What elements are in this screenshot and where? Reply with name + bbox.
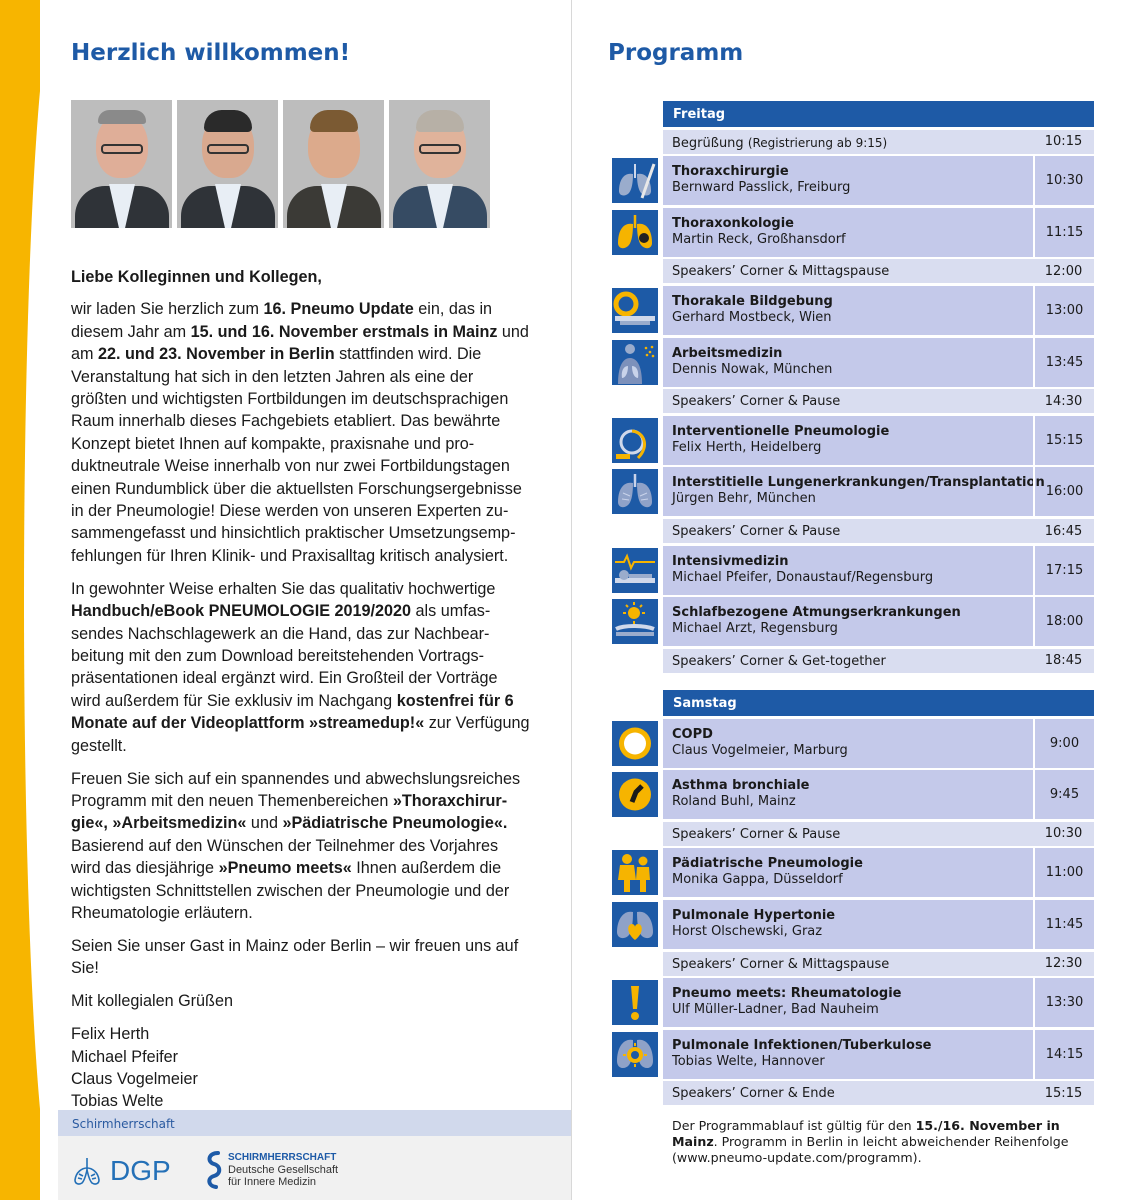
- session-time: 16:45: [1044, 523, 1083, 539]
- session-time: 14:30: [1044, 393, 1083, 409]
- page-divider: [571, 0, 572, 1200]
- session-text: [672, 394, 840, 410]
- heart-lungs-icon: [612, 902, 658, 947]
- schedule-row: [663, 338, 1094, 387]
- session-time: 9:00: [1033, 719, 1094, 768]
- signature: Felix Herth: [71, 1025, 150, 1044]
- session-text: [672, 957, 889, 973]
- session-title: Speakers’ Corner & Get-together: [672, 653, 886, 669]
- session-speaker: Martin Reck, Großhansdorf: [672, 231, 846, 247]
- session-text: [672, 778, 809, 810]
- schedule-row: [663, 649, 1094, 673]
- welcome-title: Herzlich willkommen!: [71, 40, 351, 66]
- dgp-lungs-icon: [70, 1154, 104, 1188]
- bronchoscope-icon: [612, 418, 658, 463]
- session-speaker: Michael Arzt, Regensburg: [672, 621, 838, 637]
- session-title: Speakers’ Corner & Pause: [672, 524, 841, 539]
- dgim-snake-icon: [204, 1150, 224, 1190]
- session-time: 13:00: [1033, 286, 1094, 335]
- letter-paragraph-2: In gewohnter Weise erhalten Sie das qualitativ hochwertige Handbuch/eBook PNEUMOLOGIE 2019/2020 als umfassendes Nachschlagewerk an die Hand, das zur Nachbearbeitung mit den zum Download bereitstehenden Vortragspräsentationen ideal ergänzt wird. Ein Großteil der Vorträge wird außerdem für Sie exklusiv im Nachgang kostenfrei für 6 Monate auf der Videoplattform »streamedup!« zur Verfügung gestellt.: [71, 579, 530, 755]
- session-time: 11:00: [1033, 848, 1094, 897]
- day-header: Samstag: [663, 690, 1094, 716]
- session-title: Arbeitsmedizin: [672, 345, 783, 361]
- schedule-row: [663, 597, 1094, 646]
- session-time: 12:00: [1044, 263, 1083, 279]
- session-title: Interstitielle Lungenerkrankungen/Transplantation: [672, 475, 1045, 491]
- dgim-logo: [204, 1150, 338, 1190]
- signature: Michael Pfeifer: [71, 1047, 179, 1066]
- day-header: Freitag: [663, 101, 1094, 127]
- session-text: [672, 654, 886, 670]
- letter-greeting: Liebe Kolleginnen und Kollegen,: [71, 268, 322, 286]
- dgim-line-2: für Innere Medizin: [228, 1176, 317, 1188]
- session-text: [672, 524, 840, 540]
- session-time: 11:45: [1033, 900, 1094, 949]
- session-title: Thoraxchirurgie: [672, 164, 789, 180]
- schedule-row: [663, 978, 1094, 1027]
- session-speaker: Roland Buhl, Mainz: [672, 794, 796, 810]
- session-speaker: Horst Olschewski, Graz: [672, 924, 823, 939]
- session-time: 14:15: [1033, 1030, 1094, 1079]
- session-speaker: Tobias Welte, Hannover: [672, 1053, 825, 1069]
- session-speaker: Gerhard Mostbeck, Wien: [672, 310, 832, 325]
- schedule-row: [663, 848, 1094, 897]
- session-note: (Registrierung ab 9:15): [747, 135, 888, 150]
- schedule-row: [663, 900, 1094, 949]
- session-time: 9:45: [1033, 770, 1094, 819]
- session-title: Thoraxonkologie: [672, 215, 795, 231]
- session-title: Thorakale Bildgebung: [672, 294, 833, 309]
- session-time: 18:00: [1033, 597, 1094, 646]
- session-title: Speakers’ Corner & Pause: [672, 826, 841, 842]
- patronage-label: Schirmherrschaft: [72, 1117, 175, 1131]
- speaker-photos: [71, 100, 490, 228]
- session-time: 12:30: [1044, 956, 1083, 972]
- dgp-logo-text: DGP: [110, 1155, 171, 1186]
- session-time: 13:45: [1033, 338, 1094, 387]
- session-text: [672, 346, 832, 378]
- session-time: 10:30: [1033, 156, 1094, 205]
- session-time: 10:30: [1044, 826, 1083, 842]
- asthma-icon: [612, 772, 658, 817]
- session-text: [672, 986, 901, 1018]
- lungs-tumor-icon: [612, 210, 658, 255]
- dgim-line-1: Deutsche Gesellschaft: [228, 1164, 339, 1176]
- lungs-surgery-icon: [612, 158, 658, 203]
- session-text: [672, 908, 835, 940]
- session-title: Asthma bronchiale: [672, 778, 810, 794]
- session-speaker: Michael Pfeifer, Donaustauf/Regensburg: [672, 569, 934, 585]
- session-time: 10:15: [1044, 134, 1083, 150]
- session-speaker: Claus Vogelmeier, Marburg: [672, 742, 848, 758]
- session-time: 11:15: [1033, 208, 1094, 257]
- ct-scanner-icon: [612, 288, 658, 333]
- session-title: Speakers’ Corner & Ende: [672, 1086, 835, 1102]
- schedule-row: [663, 286, 1094, 335]
- infection-icon: [612, 1032, 658, 1077]
- welcome-letter: [71, 266, 531, 1113]
- dgim-title: SCHIRMHERRSCHAFT: [228, 1152, 337, 1163]
- session-time: 16:00: [1033, 467, 1094, 516]
- letter-closing: Mit kollegialen Grüßen: [71, 992, 233, 1011]
- children-icon: [612, 850, 658, 895]
- session-text: [672, 605, 961, 637]
- session-time: 18:45: [1044, 653, 1083, 669]
- schedule-row: [663, 546, 1094, 595]
- session-speaker: Monika Gappa, Düsseldorf: [672, 872, 843, 888]
- session-text: [672, 827, 840, 843]
- schedule-row: [663, 156, 1094, 205]
- schedule-row: [663, 519, 1094, 543]
- session-title: Speakers’ Corner & Pause: [672, 394, 841, 410]
- schedule-row: [663, 952, 1094, 976]
- session-title: Intensivmedizin: [672, 553, 789, 569]
- lungs-icon: [612, 469, 658, 514]
- session-speaker: Ulf Müller-Ladner, Bad Nauheim: [672, 1002, 879, 1018]
- letter-paragraph-3: Freuen Sie sich auf ein spannendes und abwechslungsreiches Programm mit den neuen Themenbereichen »Thoraxchirurgie«, »Arbeitsmedizin« und »Pädiatrische Pneumologie«. Basierend auf den Wünschen der Teilnehmer des Vorjahres wird das diesjährige »Pneumo meets« Ihnen außerdem die wichtigsten Schnittstellen zwischen der Pneumologie und der Rheumatologie erläutern.: [71, 769, 521, 922]
- session-text: [672, 1038, 932, 1070]
- letter-paragraph-4: Seien Sie unser Gast in Mainz oder Berlin – wir freuen uns auf Sie!: [71, 936, 519, 978]
- session-time: 13:30: [1033, 978, 1094, 1027]
- session-text: [672, 135, 887, 152]
- program-title: Programm: [608, 40, 744, 66]
- schedule-row: [663, 770, 1094, 819]
- schedule-row: [663, 467, 1094, 516]
- schedule-row: [663, 259, 1094, 283]
- session-title: Schlafbezogene Atmungserkrankungen: [672, 605, 961, 621]
- session-text: [672, 475, 1045, 507]
- session-text: [672, 164, 850, 196]
- schedule-row: [663, 208, 1094, 257]
- session-text: [672, 424, 889, 456]
- schedule-row: [663, 416, 1094, 465]
- signature: Tobias Welte: [71, 1092, 164, 1111]
- session-title: COPD: [672, 726, 713, 742]
- session-title: Speakers’ Corner & Mittagspause: [672, 264, 890, 280]
- schedule-row: [663, 719, 1094, 768]
- intensive-care-icon: [612, 548, 658, 593]
- schedule-row: [663, 130, 1094, 154]
- session-speaker: Felix Herth, Heidelberg: [672, 439, 822, 455]
- schedule-row: [663, 389, 1094, 413]
- dgp-logo: [70, 1154, 171, 1188]
- exclamation-icon: [612, 980, 658, 1025]
- session-text: [672, 216, 846, 248]
- schedule-row: [663, 1030, 1094, 1079]
- session-text: [672, 727, 848, 759]
- session-text: [672, 554, 933, 586]
- program-footnote: Der Programmablauf ist gültig für den 15./16. November in Mainz. Programm in Berlin in leicht abweichender Reihenfolge (www.pneumo-update.com/programm).: [672, 1118, 1069, 1165]
- session-title: Speakers’ Corner & Mittagspause: [672, 956, 890, 972]
- schedule-row: [663, 1081, 1094, 1105]
- session-time: 15:15: [1033, 416, 1094, 465]
- session-text: [672, 856, 863, 888]
- session-time: 17:15: [1033, 546, 1094, 595]
- session-title: Interventionelle Pneumologie: [672, 423, 890, 439]
- speaker-photo: [177, 100, 278, 228]
- session-title: Pneumo meets: Rheumatologie: [672, 986, 902, 1002]
- letter-paragraph-1: wir laden Sie herzlich zum 16. Pneumo Update ein, das in diesem Jahr am 15. und 16. November erstmals in Mainz und am 22. und 23. November in Berlin stattfinden wird. Die Veranstaltung hat sich in den letzten Jahren als eine der größten und wichtigsten Fortbildungen im deutschsprachigen Raum innerhalb dieses Fachgebiets etabliert. Das bewährte Konzept bietet Ihnen auf kompakte, praxisnahe und produktneutrale Weise innerhalb von nur zwei Fortbildungstagen einen Rundumblick über die aktuellsten Forschungsergebnisse in der Pneumologie! Diese werden von unseren Experten zusammengefasst und hinsichtlich praktischer Umsetzungsempfehlungen für Ihren Klinik- und Praxisalltag kritisch analysiert.: [71, 300, 529, 565]
- schedule-row: [663, 822, 1094, 846]
- session-speaker: Bernward Passlick, Freiburg: [672, 180, 851, 196]
- speaker-photo: [71, 100, 172, 228]
- session-text: [672, 1086, 835, 1102]
- speaker-photo: [283, 100, 384, 228]
- session-speaker: Jürgen Behr, München: [672, 491, 816, 507]
- session-title: Pulmonale Hypertonie: [672, 908, 836, 923]
- signature: Claus Vogelmeier: [71, 1069, 198, 1088]
- session-text: [672, 264, 889, 280]
- session-speaker: Dennis Nowak, München: [672, 361, 833, 377]
- sleep-icon: [612, 599, 658, 644]
- copd-icon: [612, 721, 658, 766]
- session-text: [672, 294, 833, 326]
- session-time: 15:15: [1044, 1085, 1083, 1101]
- worker-lungs-icon: [612, 340, 658, 385]
- patronage-box: [58, 1110, 571, 1200]
- session-title: Pädiatrische Pneumologie: [672, 856, 863, 872]
- session-title: Pulmonale Infektionen/Tuberkulose: [672, 1037, 932, 1053]
- session-title: Begrüßung: [672, 135, 744, 151]
- speaker-photo: [389, 100, 490, 228]
